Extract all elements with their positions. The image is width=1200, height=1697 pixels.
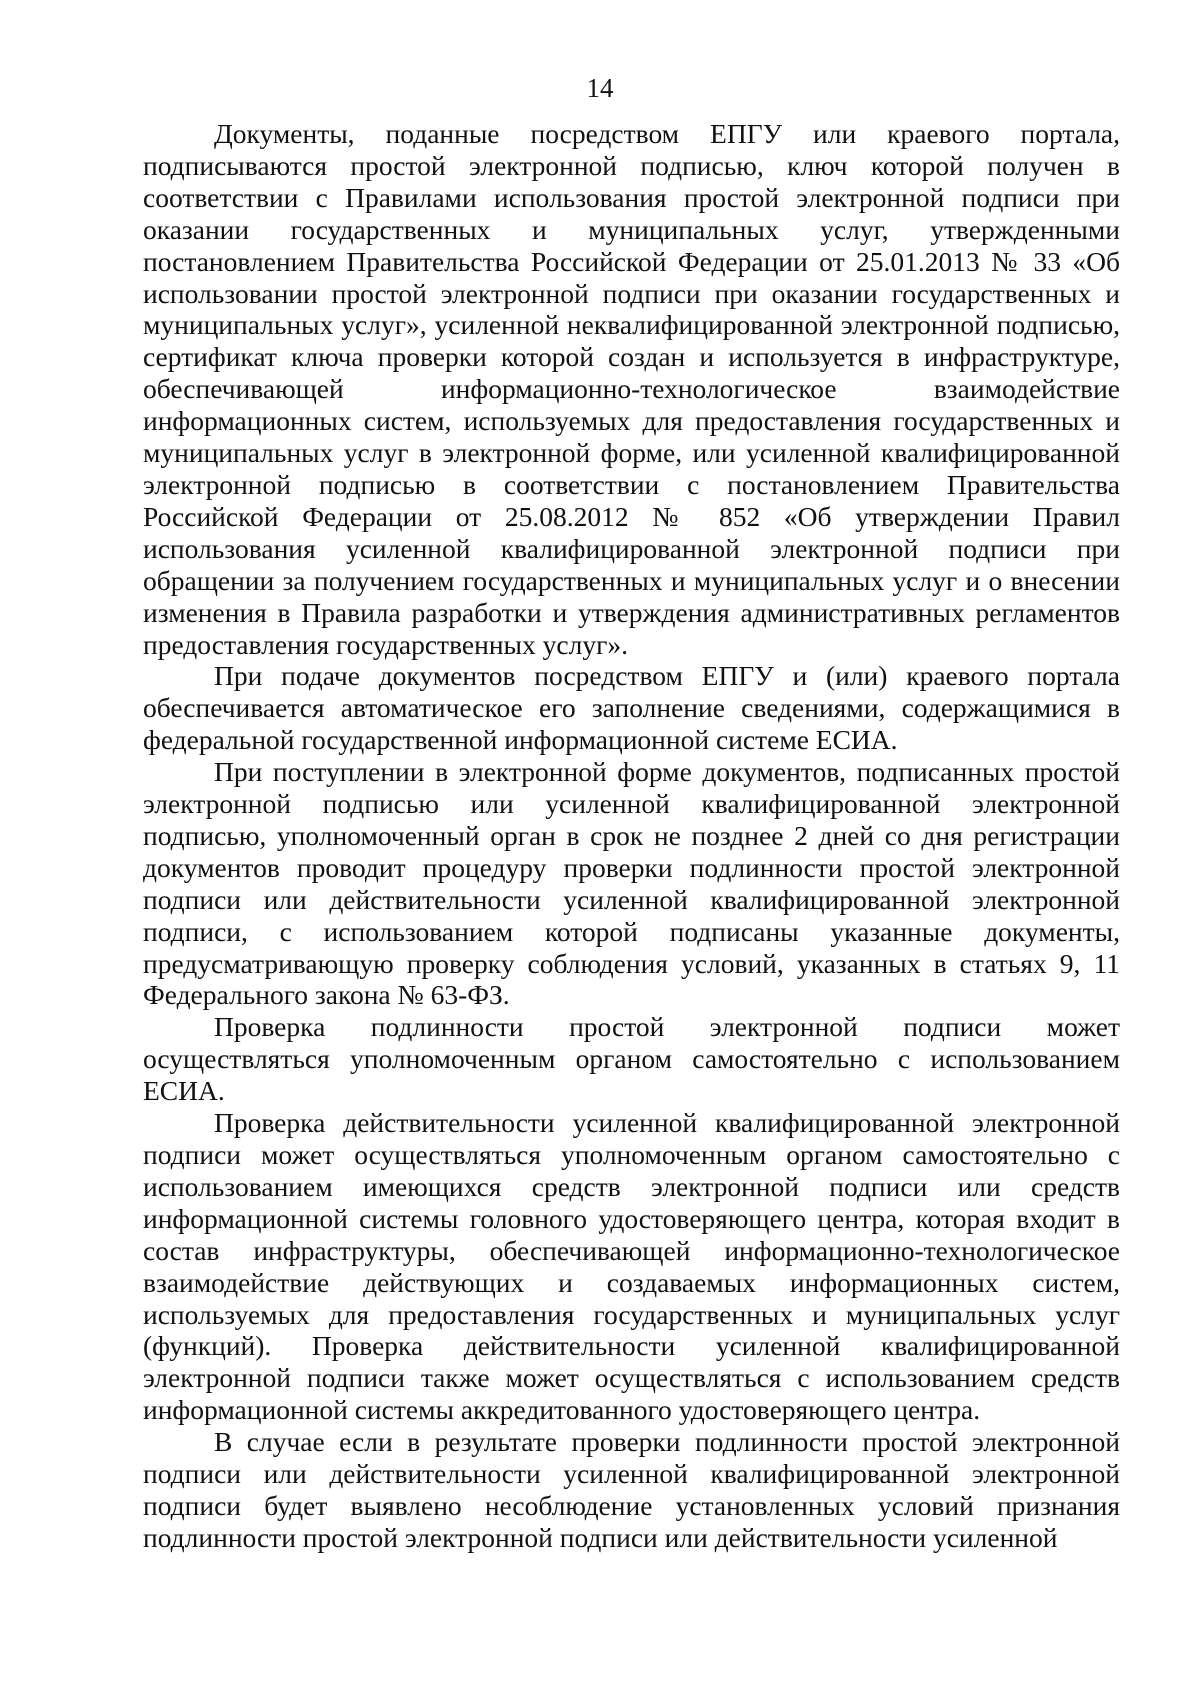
paragraph-noncompliance-case: В случае если в результате проверки подлинности простой электронной подписи или действительности усиленной квалифицированной электронной подписи будет выявлено несоблюдение установленных условий признания подлинности простой электронной подписи или действительности усиленной: [143, 1426, 1120, 1553]
document-body: [143, 118, 1120, 1554]
paragraph-autofill-esia: При подаче документов посредством ЕПГУ и (или) краевого портала обеспечивается автоматическое его заполнение сведениями, содержащимися в федеральной государственной информационной системе ЕСИА.: [143, 660, 1120, 756]
page-number: 14: [586, 73, 614, 103]
paragraph-qualified-signature-check: Проверка действительности усиленной квалифицированной электронной подписи может осуществляться уполномоченным органом самостоятельно с использованием имеющихся средств электронной подписи или средств информационной системы головного удостоверяющего центра, которая входит в состав инфраструктуры, обеспечивающей информационно-технологическое взаимодействие действующих и создаваемых информационных систем, используемых для предоставления государственных и муниципальных услуг (функций). Проверка действительности усиленной квалифицированной электронной подписи также может осуществляться с использованием средств информационной системы аккредитованного удостоверяющего центра.: [143, 1107, 1120, 1426]
paragraph-signature-requirements: Документы, поданные посредством ЕПГУ или краевого портала, подписываются простой электронной подписью, ключ которой получен в соответствии с Правилами использования простой электронной подписи при оказании государственных и муниципальных услуг, утвержденными постановлением Правительства Российской Федерации от 25.01.2013 № 33 «Об использовании простой электронной подписи при оказании государственных и муниципальных услуг», усиленной неквалифицированной электронной подписью, сертификат ключа проверки которой создан и используется в инфраструктуре, обеспечивающей информационно-технологическое взаимодействие информационных систем, используемых для предоставления государственных и муниципальных услуг в электронной форме, или усиленной квалифицированной электронной подписью в соответствии с постановлением Правительства Российской Федерации от 25.08.2012 № 852 «Об утверждении Правил использования усиленной квалифицированной электронной подписи при обращении за получением государственных и муниципальных услуг и о внесении изменения в Правила разработки и утверждения административных регламентов предоставления государственных услуг».: [143, 118, 1120, 660]
paragraph-signature-verification: При поступлении в электронной форме документов, подписанных простой электронной подписью или усиленной квалифицированной электронной подписью, уполномоченный орган в срок не позднее 2 дней со дня регистрации документов проводит процедуру проверки подлинности простой электронной подписи или действительности усиленной квалифицированной электронной подписи, с использованием которой подписаны указанные документы, предусматривающую проверку соблюдения условий, указанных в статьях 9, 11 Федерального закона № 63-ФЗ.: [143, 756, 1120, 1011]
paragraph-simple-signature-check: Проверка подлинности простой электронной подписи может осуществляться уполномоченным органом самостоятельно с использованием ЕСИА.: [143, 1011, 1120, 1107]
